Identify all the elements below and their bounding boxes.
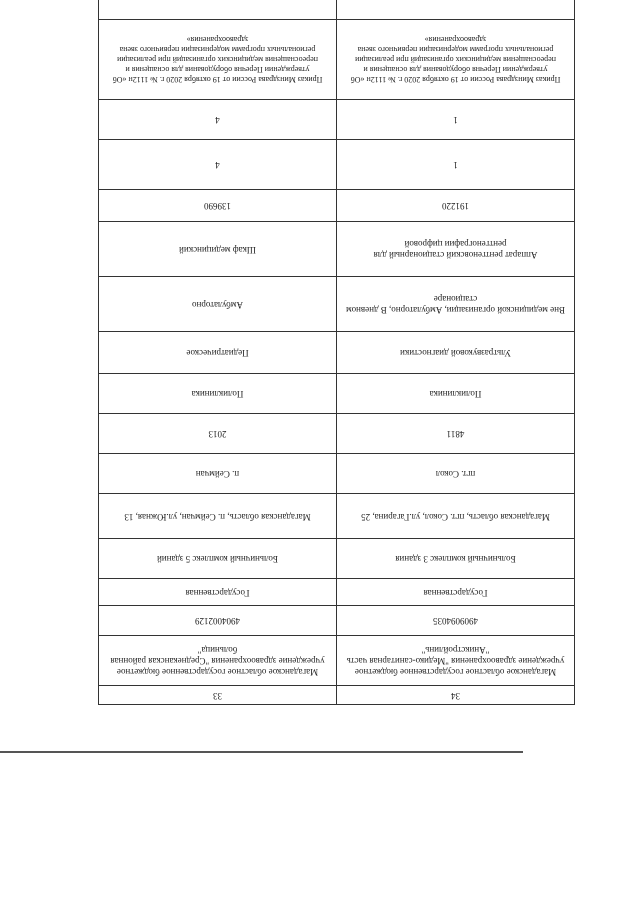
table-row: [99, 277, 575, 332]
department-cell: Педиатрическое: [99, 332, 337, 374]
table-row: [99, 454, 575, 494]
organization-name-cell: Магаданское областное государственное бюджетное учреждение здравоохранения "Среднеканская районная больница": [99, 636, 337, 686]
table-row: [99, 636, 575, 686]
table-row: [99, 606, 575, 636]
settlement-cell: п. Сеймчан: [99, 454, 337, 494]
population-cell: 4811: [337, 414, 575, 454]
equipment-name-cell: Шкаф медицинский: [99, 222, 337, 277]
quantity-cell: 4: [99, 140, 337, 190]
table-row: [99, 100, 575, 140]
row-number-cell: 33: [99, 686, 337, 705]
building-cell: Больничный комплекс 5 зданий: [99, 539, 337, 579]
quantity-cell: 4: [99, 100, 337, 140]
inn-cell: 4904002129: [99, 606, 337, 636]
regulation-cell: Приказ Минздрава России от 19 октября 2020 г. № 1112н «Об утверждении Перечня оборудования для оснащения и переоснащения медицинских организаций при реализации региональных программ модернизации первичного звена здравоохранения»: [99, 20, 337, 100]
inn-cell: 4909094035: [337, 606, 575, 636]
table-row: [99, 140, 575, 190]
equipment-table: [98, 0, 575, 705]
quantity-cell: 1: [337, 100, 575, 140]
table-row: [99, 332, 575, 374]
table-row: [99, 20, 575, 100]
table-row: [99, 686, 575, 705]
equipment-code-cell: 191220: [337, 190, 575, 222]
address-cell: Магаданская область, п. Сеймчан, ул.Южная, 13: [99, 494, 337, 539]
care-conditions-cell: Амбулаторно: [99, 277, 337, 332]
organization-name-cell: Магаданское областное государственное бюджетное учреждение здравоохранения "Медико-санитарная часть "Аникстройлинь": [337, 636, 575, 686]
address-cell: Магаданская область, пгт. Сокол, ул.Гагарина, 25: [337, 494, 575, 539]
ownership-cell: Государственная: [99, 579, 337, 606]
regulation-cell: Приказ Минздрава России от 19 октября 2020 г. № 1112н «Об утверждении Перечня оборудования для оснащения и переоснащения медицинских организаций при реализации региональных программ модернизации первичного звена здравоохранения»: [337, 20, 575, 100]
equipment-name-cell: Аппарат рентгеновский стационарный для рентгенографии цифровой: [337, 222, 575, 277]
department-cell: Ультразвуковой диагностики: [337, 332, 575, 374]
row-number-cell: 34: [337, 686, 575, 705]
quantity-cell: 1: [337, 140, 575, 190]
deadline-cell: [337, 0, 575, 20]
table-row: [99, 414, 575, 454]
equipment-code-cell: 139690: [99, 190, 337, 222]
settlement-cell: пгт. Сокол: [337, 454, 575, 494]
unit-type-cell: Поликлиника: [99, 374, 337, 414]
care-conditions-cell: Вне медицинской организации, Амбулаторно, В дневном стационаре: [337, 277, 575, 332]
table-row: [99, 190, 575, 222]
table-row: [99, 222, 575, 277]
table-row: [99, 374, 575, 414]
deadline-cell: [99, 0, 337, 20]
ownership-cell: Государственная: [337, 579, 575, 606]
table-row: [99, 0, 575, 20]
horizontal-rule: [0, 751, 523, 753]
population-cell: 2013: [99, 414, 337, 454]
table-row: [99, 579, 575, 606]
unit-type-cell: Поликлиника: [337, 374, 575, 414]
table-row: [99, 494, 575, 539]
table-row: [99, 539, 575, 579]
building-cell: Больничный комплекс 3 здания: [337, 539, 575, 579]
